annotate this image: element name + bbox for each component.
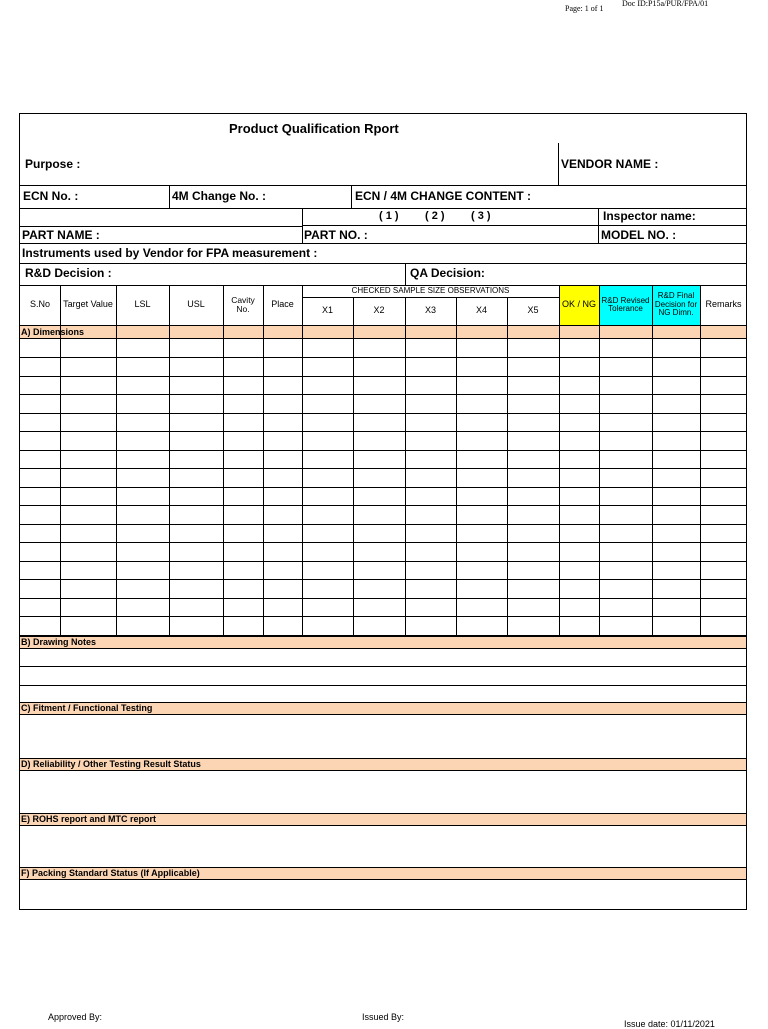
- col-header-rd-revised-tolerance: R&D Revised Tolerance: [601, 295, 650, 313]
- rule: [456, 297, 457, 636]
- table-row: [20, 542, 747, 543]
- table-row: [20, 487, 747, 488]
- rule: [20, 338, 747, 339]
- section-band-b: [20, 636, 746, 648]
- col-header-x2: X2: [373, 305, 385, 316]
- rule: [20, 226, 302, 227]
- section-rule: [20, 648, 747, 649]
- col-header-target-value: Target Value: [63, 299, 113, 310]
- table-row: [20, 450, 747, 451]
- section-rule: [20, 666, 747, 667]
- rule: [599, 285, 600, 636]
- col-header-x3: X3: [424, 305, 436, 316]
- rule: [60, 285, 61, 636]
- col-header-x1: X1: [321, 305, 333, 316]
- section-rule: [20, 714, 747, 715]
- section-c-label: C) Fitment / Functional Testing: [21, 703, 153, 713]
- col-header-x4: X4: [475, 305, 487, 316]
- form-title: Product Qualification Rport: [229, 121, 399, 136]
- col-header-x5: X5: [527, 305, 539, 316]
- table-row: [20, 468, 747, 469]
- table-row: [20, 394, 747, 395]
- col-header-ok-ng: OK / NG: [561, 299, 596, 310]
- section-band-a: [20, 326, 746, 338]
- col-header-remarks: Remarks: [705, 299, 742, 310]
- table-row: [20, 357, 747, 358]
- col-header-lsl: LSL: [134, 299, 151, 310]
- rule: [169, 285, 170, 636]
- table-row: [20, 431, 747, 432]
- rule: [20, 243, 747, 244]
- purpose-label: Purpose :: [25, 157, 81, 171]
- part-no-label: PART NO. :: [304, 228, 368, 242]
- col-header-usl: USL: [187, 299, 205, 310]
- rule: [405, 263, 406, 285]
- table-row: [20, 524, 747, 525]
- section-b-label: B) Drawing Notes: [21, 637, 97, 647]
- rule: [302, 285, 303, 636]
- rule: [169, 185, 170, 208]
- rule: [353, 297, 354, 636]
- section-rule: [20, 770, 747, 771]
- section-d-label: D) Reliability / Other Testing Result Status: [21, 759, 201, 769]
- qa-decision-label: QA Decision:: [410, 266, 485, 280]
- table-row: [20, 579, 747, 580]
- rd-decision-label: R&D Decision :: [25, 266, 112, 280]
- table-row: [20, 505, 747, 506]
- col-header-sno: S.No: [29, 299, 50, 310]
- table-row: [20, 413, 747, 414]
- rule: [351, 185, 352, 208]
- section-e-label: E) ROHS report and MTC report: [21, 814, 157, 824]
- rule: [116, 285, 117, 636]
- issued-by-label: Issued By:: [362, 1012, 405, 1022]
- rule: [598, 208, 599, 243]
- col-header-cavity-no: Cavity No.: [231, 295, 255, 314]
- vendor-name-label: VENDOR NAME :: [561, 157, 659, 171]
- part-name-label: PART NAME :: [22, 228, 100, 242]
- rule: [559, 285, 560, 636]
- rule: [223, 285, 224, 636]
- table-row: [20, 561, 747, 562]
- rule: [507, 297, 508, 636]
- content-slot-2: ( 2 ): [425, 210, 445, 222]
- section-rule: [20, 636, 747, 637]
- section-rule: [20, 685, 747, 686]
- rule: [20, 325, 747, 326]
- col-header-rd-final-decision: R&D Final Decision for NG Dimn.: [654, 291, 698, 318]
- ecn-4m-content-label: ECN / 4M CHANGE CONTENT :: [355, 189, 532, 203]
- approved-by-label: Approved By:: [48, 1012, 103, 1022]
- rule: [405, 297, 406, 636]
- table-row: [20, 616, 747, 617]
- model-no-label: MODEL NO. :: [601, 228, 677, 242]
- rule: [263, 285, 264, 636]
- rule: [20, 185, 747, 186]
- content-slot-1: ( 1 ): [379, 210, 399, 222]
- section-f-label: F) Packing Standard Status (If Applicable): [21, 868, 200, 878]
- col-header-place: Place: [271, 299, 294, 310]
- doc-id: Doc ID:P15a/PUR/FPA/01: [622, 0, 709, 8]
- section-a-label: A) Dimensions: [21, 327, 85, 337]
- ecn-no-label: ECN No. :: [23, 189, 79, 203]
- 4m-change-no-label: 4M Change No. :: [172, 189, 267, 203]
- rule: [302, 225, 747, 226]
- section-rule: [20, 825, 747, 826]
- inspector-name-label: Inspector name:: [603, 209, 696, 223]
- rule: [652, 285, 653, 636]
- rule: [558, 143, 559, 185]
- checked-sample-header: CHECKED SAMPLE SIZE OBSERVATIONS: [351, 285, 510, 295]
- page-number: Page: 1 of 1: [565, 4, 604, 13]
- table-row: [20, 598, 747, 599]
- issue-date-label: Issue date: 01/11/2021: [624, 1019, 715, 1029]
- content-slot-3: ( 3 ): [471, 210, 491, 222]
- section-rule: [20, 879, 747, 880]
- rule: [20, 263, 747, 264]
- instruments-label: Instruments used by Vendor for FPA measurement :: [22, 246, 318, 260]
- rule: [700, 285, 701, 636]
- table-row: [20, 376, 747, 377]
